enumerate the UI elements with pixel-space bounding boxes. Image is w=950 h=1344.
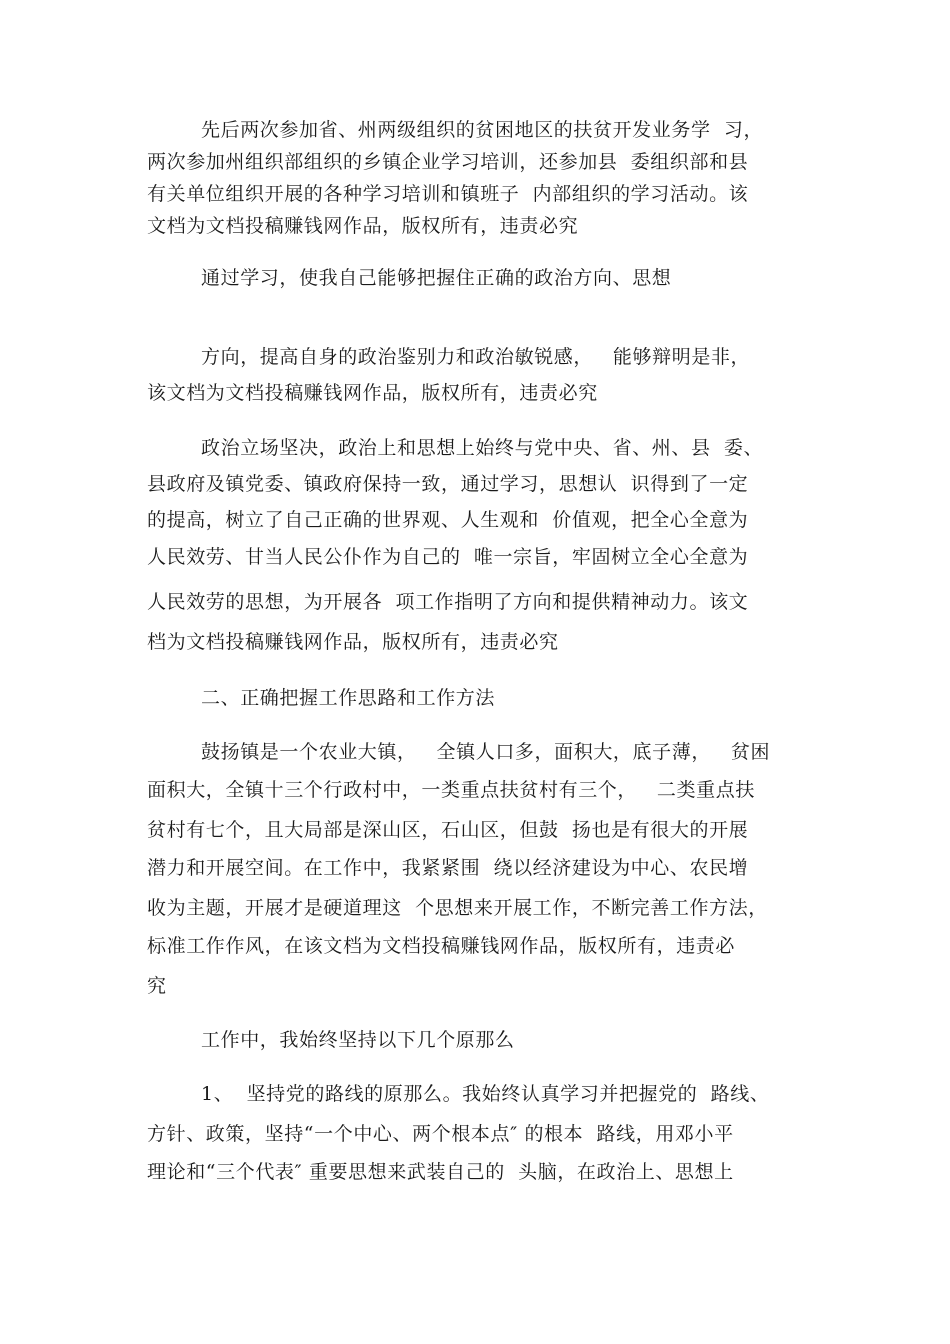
paragraph-6-line-2: 面积大，全镇十三个行政村中，一类重点扶贫村有三个， 二类重点扶 — [147, 779, 755, 801]
paragraph-8-line-3: 理论和“三个代表″ 重要思想来武装自己的 头脑，在政治上、思想上 — [147, 1161, 734, 1183]
paragraph-6-line-3: 贫村有七个，且大局部是深山区，石山区，但鼓 扬也是有很大的开展 — [147, 819, 749, 841]
paragraph-2-line-1: 通过学习，使我自己能够把握住正确的政治方向、思想 — [201, 267, 672, 289]
paragraph-8-line-1: 1、 坚持党的路线的原那么。我始终认真学习并把握党的 路线、 — [201, 1083, 770, 1105]
paragraph-1-line-3: 有关单位组织开展的各种学习培训和镇班子 内部组织的学习活动。该 — [147, 183, 749, 205]
paragraph-4-line-6: 档为文档投稿赚钱网作品，版权所有，违责必究 — [147, 631, 559, 653]
section-heading: 二、正确把握工作思路和工作方法 — [201, 687, 496, 709]
paragraph-6-line-7: 究 — [147, 975, 167, 997]
paragraph-3-line-2: 该文档为文档投稿赚钱网作品，版权所有，违责必究 — [147, 382, 598, 404]
paragraph-1-line-1: 先后两次参加省、州两级组织的贫困地区的扶贫开发业务学 习， — [201, 119, 764, 141]
paragraph-4-line-4: 人民效劳、甘当人民公仆作为自己的 唯一宗旨，牢固树立全心全意为 — [147, 546, 749, 568]
paragraph-3-line-1: 方向，提高自身的政治鉴别力和政治敏锐感， 能够辩明是非， — [201, 346, 751, 368]
paragraph-4-line-3: 的提高，树立了自己正确的世界观、人生观和 价值观，把全心全意为 — [147, 509, 749, 531]
paragraph-4-line-5: 人民效劳的思想，为开展各 项工作指明了方向和提供精神动力。该文 — [147, 591, 749, 613]
paragraph-6-line-1: 鼓扬镇是一个农业大镇， 全镇人口多，面积大，底子薄， 贫困 — [201, 741, 771, 763]
paragraph-6-line-6: 标准工作作风，在该文档为文档投稿赚钱网作品，版权所有，违责必 — [147, 935, 736, 957]
paragraph-8-line-2: 方针、政策，坚持“一个中心、两个根本点″ 的根本 路线，用邓小平 — [147, 1123, 734, 1145]
paragraph-1-line-2: 两次参加州组织部组织的乡镇企业学习培训，还参加县 委组织部和县 — [147, 151, 749, 173]
paragraph-1-line-4: 文档为文档投稿赚钱网作品，版权所有，违责必究 — [147, 215, 579, 237]
paragraph-6-line-5: 收为主题，开展才是硬道理这 个思想来开展工作，不断完善工作方法， — [147, 897, 768, 919]
paragraph-6-line-4: 潜力和开展空间。在工作中，我紧紧围 绕以经济建设为中心、农民增 — [147, 857, 749, 879]
paragraph-4-line-1: 政治立场坚决，政治上和思想上始终与党中央、省、州、县 委、 — [201, 437, 764, 459]
paragraph-7-line-1: 工作中，我始终坚持以下几个原那么 — [201, 1029, 515, 1051]
paragraph-4-line-2: 县政府及镇党委、镇政府保持一致，通过学习，思想认 识得到了一定 — [147, 473, 749, 495]
